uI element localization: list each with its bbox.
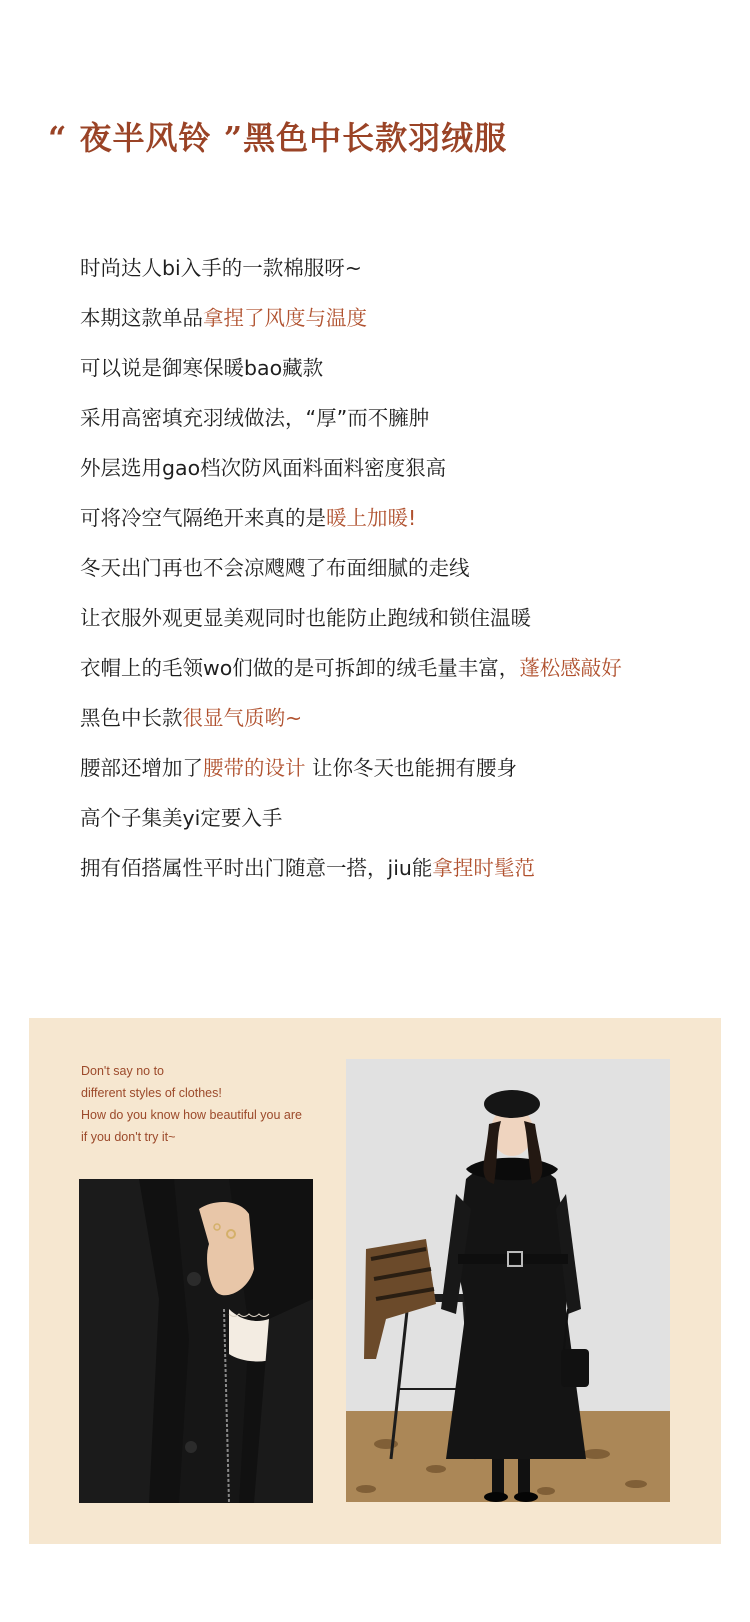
english-caption-line: different styles of clothes! bbox=[81, 1086, 222, 1100]
description-line: 腰部还增加了腰带的设计 让你冬天也能拥有腰身 bbox=[80, 756, 518, 780]
description-line: 高个子集美yi定要入手 bbox=[80, 806, 283, 830]
coat-detail-photo bbox=[79, 1179, 313, 1503]
description-line: 让衣服外观更显美观同时也能防止跑绒和锁住温暖 bbox=[80, 606, 531, 630]
coat-detail-illustration bbox=[79, 1179, 313, 1503]
description-line: 拥有佰搭属性平时出门随意一搭，jiu能拿捏时髦范 bbox=[80, 856, 535, 880]
english-caption-line: if you don't try it~ bbox=[81, 1130, 176, 1144]
description-lines bbox=[80, 253, 740, 903]
english-caption bbox=[81, 1060, 302, 1148]
description-line: 黑色中长款很显气质哟~ bbox=[80, 706, 303, 730]
english-caption-line: How do you know how beautiful you are bbox=[81, 1108, 302, 1122]
description-line: 可以说是御寒保暖bao藏款 bbox=[80, 356, 324, 380]
description-line: 冬天出门再也不会凉飕飕了布面细腻的走线 bbox=[80, 556, 470, 580]
model-illustration bbox=[346, 1059, 670, 1502]
english-caption-line: Don't say no to bbox=[81, 1064, 164, 1078]
description-line: 衣帽上的毛领wo们做的是可拆卸的绒毛量丰富，蓬松感敲好 bbox=[80, 656, 622, 680]
description-line: 外层选用gao档次防风面料面料密度狠高 bbox=[80, 456, 447, 480]
description-line: 本期这款单品拿捏了风度与温度 bbox=[80, 306, 367, 330]
description-line: 时尚达人bi入手的一款棉服呀~ bbox=[80, 256, 362, 280]
page-title: “ 夜半风铃 ”黑色中长款羽绒服 bbox=[48, 119, 508, 157]
description-line: 可将冷空气隔绝开来真的是暖上加暖! bbox=[80, 506, 417, 530]
description-line: 采用高密填充羽绒做法，“厚”而不臃肿 bbox=[80, 406, 430, 430]
model-photo bbox=[346, 1059, 670, 1502]
